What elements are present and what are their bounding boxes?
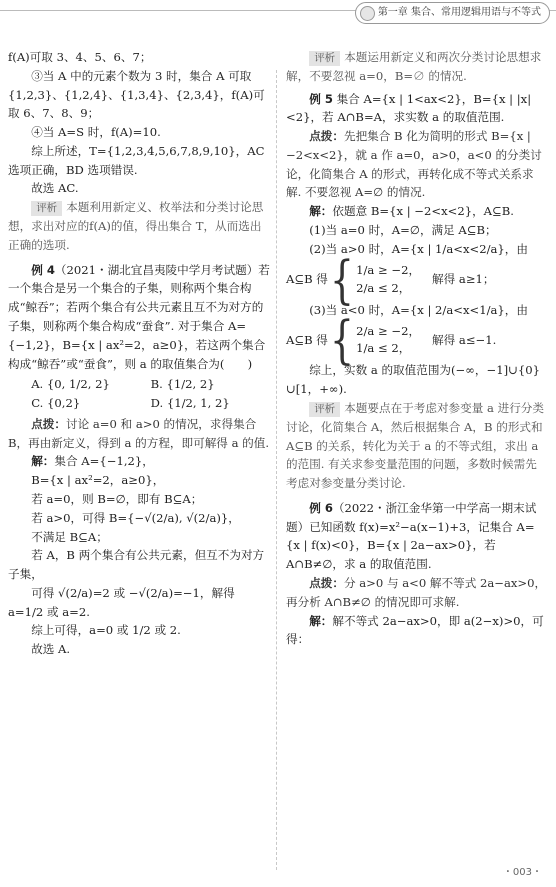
left-brace-icon: { <box>329 249 355 310</box>
hint-text-5: 先把集合 B 化为简明的形式 B={x | −2<x<2}，就 a 作 a=0，a>0，a<0 的分类讨论，化简集合 A 的形式，再转化成不等式关系求解. 不要忽视 A=∅ 的情况. <box>286 129 542 200</box>
case-line: f(A)可取 3、4、5、6、7； <box>8 50 152 64</box>
left-column <box>8 48 270 659</box>
hint-text: 讨论 a=0 和 a>0 的情况，求得集合 B，再由新定义，得到 a 的方程，即可解得 a 的值. <box>8 416 270 450</box>
comment-block-2 <box>286 399 548 493</box>
hint-block-5 <box>286 127 548 202</box>
inequality-system-1: A⊆B 得 { 1/a ≥ −2， 2/a ≤ 2， 解得 a≥1； <box>286 249 495 310</box>
example-4-text: （2021・湖北宜昌夷陵中学月考试题）若一个集合是另一个集合的子集，则称两个集合构成“鲸吞”；若两个集合有公共元素且互不为对方的子集，则称两个集合构成“蚕食”. 对于集合 A={−1,2}，B={x | ax²=2，a≥0}，若这两个集合构成“鲸吞”或“蚕食”，则 a 的取值集合为( ) <box>8 262 270 371</box>
solution-line-1: 解：集合 A={−1,2}， <box>31 454 154 469</box>
comment-tag-1: 评析 <box>309 51 340 66</box>
hint-block-6 <box>286 574 548 612</box>
solution-line-6: 若 A，B 两个集合有公共元素，但互不为对方子集， <box>8 548 265 582</box>
hint-label-5: 点拨： <box>309 129 344 144</box>
comment-tag: 评析 <box>31 201 62 216</box>
solution-label-6: 解： <box>309 613 333 628</box>
solution-line-5: 不满足 B⊆A； <box>31 529 108 544</box>
solution-line-3: 若 a=0，则 B=∅，即有 B⊆A； <box>31 491 203 506</box>
page-number: ・003・ <box>502 866 542 878</box>
chapter-bullet-icon <box>360 6 375 21</box>
hint-block <box>8 415 270 453</box>
solution-5-conclusion: 综上，实数 a 的取值范围为(−∞，−1]∪{0}∪[1，+∞). <box>286 363 540 397</box>
example-5-label: 例 5 <box>309 91 333 106</box>
left-brace-icon: { <box>329 310 355 371</box>
option-c: C. {0,2} <box>31 396 81 411</box>
comment-text: 本题利用新定义、枚举法和分类讨论思想，求出对应的f(A)的值，得出集合 T，从而选出正确的选项. <box>8 200 264 252</box>
solution-line-2: B={x | ax²=2，a≥0}， <box>31 473 165 488</box>
option-b: B. {1/2, 2} <box>150 377 215 392</box>
comment-text-2: 本题要点在于考虑对参变量 a 进行分类讨论，化简集合 A，然后根据集合 A，B 的形式和 A⊆B 的关系，转化为关于 a 的不等式组，求出 a 的范围. 有关求参变量范围的问题，多数时候需先考虑对参变量分类讨论. <box>286 400 544 491</box>
example-6 <box>286 499 548 574</box>
case-4: ④当 A=S 时，f(A)=10. <box>31 125 161 140</box>
option-d: D. {1/2, 1, 2} <box>150 396 230 411</box>
case-3: ③当 A 中的元素个数为 3 时，集合 A 可取{1,2,3}、{1,2,4}、{1,3,4}、{2,3,4}，f(A)可取 6、7、8、9； <box>8 68 265 121</box>
solution-line-4: 若 a>0，可得 B={−√(2/a), √(2/a)}， <box>31 510 240 525</box>
solution-line-8: 综上可得，a=0 或 1/2 或 2. <box>31 623 181 638</box>
comment-tag-2: 评析 <box>309 402 340 417</box>
solution-label-5: 解： <box>309 204 333 219</box>
hint-text-6: 分 a>0 与 a<0 解不等式 2a−ax>0，再分析 A∩B≠∅ 的情况即可求解. <box>286 575 547 609</box>
example-4-label: 例 4 <box>31 262 55 277</box>
solution-line-9: 故选 A. <box>31 642 71 657</box>
solution-5-line-1: 解：依题意 B={x | −2<x<2}，A⊆B. <box>309 204 514 219</box>
comment-block <box>8 198 270 254</box>
hint-label: 点拨： <box>31 416 66 431</box>
inequality-system-2: A⊆B 得 { 2/a ≥ −2， 1/a ≤ 2， 解得 a≤−1. <box>286 310 497 371</box>
chapter-header <box>355 2 550 24</box>
chapter-number: 第一章 <box>377 7 408 18</box>
solution-6: 解：解不等式 2a−ax>0，即 a(2−x)>0，可得： <box>286 613 544 647</box>
answer: 故选 AC. <box>31 181 79 196</box>
solution-5-case-3: (3)当 a<0 时，A={x | 2/a<x<1/a}，由 <box>309 302 528 317</box>
example-6-label: 例 6 <box>309 500 333 515</box>
hint-label-6: 点拨： <box>309 575 344 590</box>
option-a: A. {0, 1/2, 2} <box>31 377 110 392</box>
chapter-title: 集合、常用逻辑用语与不等式 <box>411 7 541 18</box>
example-4 <box>8 261 270 374</box>
example-5-text: 集合 A={x | 1<ax<2}，B={x | |x|<2}，若 A∩B=A，求实数 a 的取值范围. <box>286 91 532 125</box>
summary: 综上所述，T={1,2,3,4,5,6,7,8,9,10}，AC 选项正确，BD 选项错误. <box>8 143 265 177</box>
solution-label: 解： <box>31 454 55 469</box>
solution-line-7: 可得 √(2/a)=2 或 −√(2/a)=−1，解得 a=1/2 或 a=2. <box>8 585 235 619</box>
solution-5-case-2: (2)当 a>0 时，A={x | 1/a<x<2/a}，由 <box>309 241 528 256</box>
comment-text-1: 本题运用新定义和两次分类讨论思想求解，不要忽视 a=0，B=∅ 的情况. <box>286 50 542 83</box>
solution-5-case-1: (1)当 a=0 时，A=∅，满足 A⊆B； <box>309 223 497 238</box>
options <box>8 375 270 413</box>
column-divider <box>276 70 277 870</box>
example-6-text: （2022・浙江金华第一中学高一期末试题）已知函数 f(x)=x²−a(x−1)+3，记集合 A={x | f(x)<0}，B={x | 2a−ax>0}，若 A∩B≠∅，求 a 的取值范围. <box>286 500 537 572</box>
comment-block-1 <box>286 48 548 86</box>
right-column <box>286 48 548 649</box>
example-5 <box>286 90 548 128</box>
